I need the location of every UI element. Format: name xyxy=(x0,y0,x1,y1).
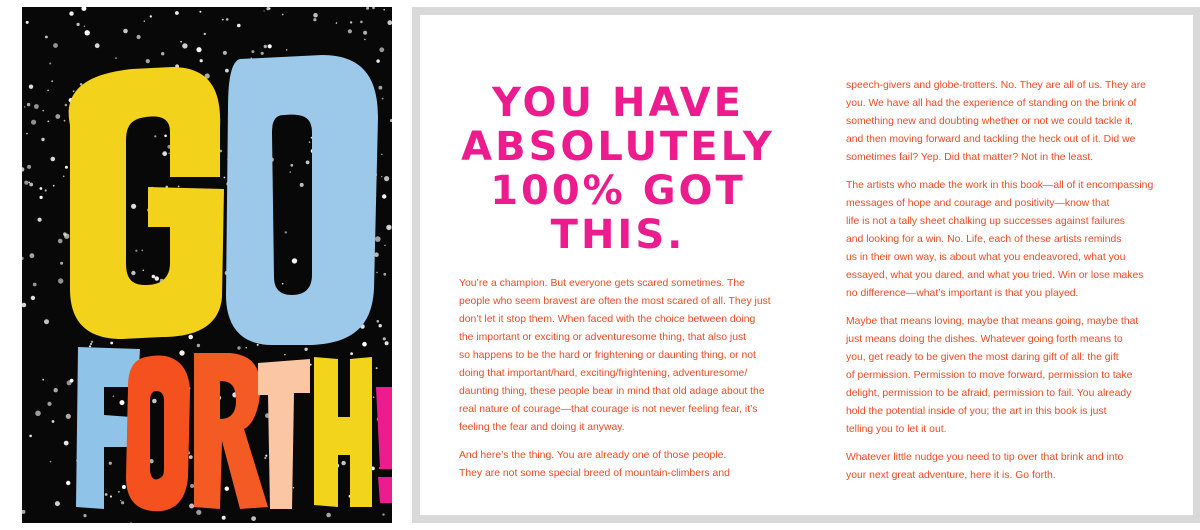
star-speckle xyxy=(29,183,33,187)
star-speckle xyxy=(379,324,382,327)
star-speckle xyxy=(143,270,145,272)
page-headline xyxy=(458,81,778,257)
star-speckle xyxy=(105,493,108,496)
star-speckle xyxy=(326,513,331,518)
star-speckle xyxy=(363,31,367,35)
star-speckle xyxy=(237,346,240,349)
star-speckle xyxy=(372,7,375,9)
star-speckle xyxy=(376,367,378,369)
star-speckle xyxy=(284,354,285,355)
star-speckle xyxy=(374,252,379,257)
star-speckle xyxy=(237,24,241,28)
body-paragraph xyxy=(846,313,1181,439)
star-speckle xyxy=(179,350,184,355)
star-speckle xyxy=(44,319,49,324)
star-speckle xyxy=(309,141,311,143)
star-speckle xyxy=(65,104,68,107)
star-speckle xyxy=(65,166,68,169)
headline-line: YOU HAVE xyxy=(492,80,744,126)
body-line: no difference—what’s important is that you played. xyxy=(846,288,1079,299)
star-speckle xyxy=(224,177,226,179)
star-speckle xyxy=(196,510,201,515)
star-speckle xyxy=(257,344,259,346)
star-speckle xyxy=(162,151,167,156)
star-speckle xyxy=(386,225,391,230)
star-speckle xyxy=(222,19,224,21)
star-speckle xyxy=(53,185,55,187)
star-speckle xyxy=(60,262,63,265)
star-speckle xyxy=(350,352,353,355)
star-speckle xyxy=(379,47,384,52)
star-speckle xyxy=(204,33,206,35)
star-speckle xyxy=(55,114,60,119)
headline-line: 100% GOT xyxy=(490,168,746,214)
star-speckle xyxy=(381,176,382,177)
body-line: delight, permission to be afraid, permission to fail. You already xyxy=(846,388,1132,399)
star-speckle xyxy=(73,90,75,92)
body-line: doing that important/hard, exciting/frightening, adventuresome/ xyxy=(459,368,748,379)
star-speckle xyxy=(31,296,35,300)
body-line: They are not some special breed of mountain-climbers and xyxy=(459,468,730,479)
star-speckle xyxy=(42,110,44,112)
star-speckle xyxy=(225,487,229,491)
star-speckle xyxy=(196,47,201,52)
star-speckle xyxy=(366,7,369,10)
star-speckle xyxy=(113,396,115,398)
star-speckle xyxy=(200,59,203,62)
star-speckle xyxy=(383,337,386,340)
star-speckle xyxy=(383,9,385,11)
star-speckle xyxy=(135,250,137,252)
star-speckle xyxy=(264,10,265,11)
star-speckle xyxy=(123,29,128,34)
star-speckle xyxy=(64,441,69,446)
body-line: the important or exciting or adventuresome thing, that also just xyxy=(459,332,747,343)
book-spread-frame xyxy=(412,7,1200,523)
star-speckle xyxy=(154,135,156,137)
star-speckle xyxy=(341,461,345,465)
body-line: and looking for a win. No. Life, each of these artists reminds xyxy=(846,234,1122,245)
star-speckle xyxy=(223,51,227,55)
star-speckle xyxy=(246,347,248,349)
cover-letter-g xyxy=(69,67,224,339)
star-speckle xyxy=(45,36,48,39)
star-speckle xyxy=(69,11,73,15)
star-speckle xyxy=(300,183,304,187)
star-speckle xyxy=(161,52,164,55)
star-speckle xyxy=(266,7,269,10)
star-speckle xyxy=(189,455,193,459)
star-speckle xyxy=(91,341,93,343)
star-speckle xyxy=(381,154,383,156)
star-speckle xyxy=(54,388,58,392)
star-speckle xyxy=(362,342,367,347)
star-speckle xyxy=(110,342,113,345)
star-speckle xyxy=(265,455,267,457)
star-speckle xyxy=(197,344,200,347)
star-speckle xyxy=(70,379,74,383)
body-line: life is not a tally sheet chalking up successes against failures xyxy=(846,216,1125,227)
star-speckle xyxy=(377,320,380,323)
star-speckle xyxy=(286,49,287,50)
star-speckle xyxy=(178,186,180,188)
body-line: And here’s the thing. You are already one of those people. xyxy=(459,450,727,461)
cover-letter-o-orange xyxy=(126,356,190,512)
star-speckle xyxy=(313,18,316,21)
star-speckle xyxy=(382,513,384,515)
star-speckle xyxy=(290,164,293,167)
star-speckle xyxy=(118,491,120,493)
star-speckle xyxy=(47,90,49,92)
body-line: so happens to be the hard or frightening or daunting thing, or not xyxy=(459,350,756,361)
cover-letter-o xyxy=(226,55,378,345)
star-speckle xyxy=(38,218,42,222)
star-speckle xyxy=(180,41,182,43)
body-line: speech-givers and globe-trotters. No. They are all of us. They are xyxy=(846,80,1146,91)
star-speckle xyxy=(47,121,49,123)
star-speckle xyxy=(26,21,29,24)
star-speckle xyxy=(120,400,125,405)
star-speckle xyxy=(261,52,264,55)
book-spread xyxy=(420,15,1193,515)
body-line: your next great adventure, here it is. Go forth. xyxy=(846,470,1056,481)
star-speckle xyxy=(376,272,377,273)
body-line: of permission. Permission to move forward, permission to take xyxy=(846,370,1133,381)
star-speckle xyxy=(137,35,141,39)
star-speckle xyxy=(384,176,389,181)
star-speckle xyxy=(77,23,80,26)
star-speckle xyxy=(110,495,112,497)
star-speckle xyxy=(89,345,91,347)
star-speckle xyxy=(53,43,58,48)
star-speckle xyxy=(34,104,39,109)
star-speckle xyxy=(31,120,36,125)
body-line: Maybe that means loving, maybe that means going, maybe that xyxy=(846,316,1139,327)
body-line: just means doing the dishes. Whatever going forth means to xyxy=(846,334,1123,345)
star-speckle xyxy=(189,504,194,509)
body-line: feeling the fear and doing it anyway. xyxy=(459,422,625,433)
star-speckle xyxy=(373,396,375,398)
star-speckle xyxy=(24,181,28,185)
star-speckle xyxy=(85,30,90,35)
cover-artwork xyxy=(22,7,392,523)
star-speckle xyxy=(390,119,392,122)
star-speckle xyxy=(188,335,193,340)
star-speckle xyxy=(66,414,71,419)
cover-illustration xyxy=(22,7,392,523)
body-line: essayed, what you dared, and what you tried. Win or lose makes xyxy=(846,270,1144,281)
star-speckle xyxy=(306,161,310,165)
star-speckle xyxy=(384,245,385,246)
star-speckle xyxy=(27,165,31,169)
star-speckle xyxy=(58,239,63,244)
star-speckle xyxy=(49,63,51,65)
star-speckle xyxy=(164,135,167,138)
star-speckle xyxy=(120,500,121,501)
star-speckle xyxy=(251,50,254,53)
star-speckle xyxy=(50,461,52,463)
right-body-column xyxy=(846,77,1181,495)
star-speckle xyxy=(28,182,30,184)
star-speckle xyxy=(364,39,365,40)
body-line: telling you to let it out. xyxy=(846,424,947,435)
cover-letter-r xyxy=(194,353,268,509)
body-paragraph xyxy=(459,275,781,437)
star-speckle xyxy=(376,59,379,62)
body-paragraph xyxy=(846,77,1181,167)
star-speckle xyxy=(360,21,363,24)
body-line: daunting thing, these people bear in mind that old adage about the xyxy=(459,386,765,397)
star-speckle xyxy=(379,86,383,90)
star-speckle xyxy=(84,26,86,28)
star-speckle xyxy=(155,276,159,280)
body-line: messages of hope and courage and positivity—know that xyxy=(846,198,1110,209)
star-speckle xyxy=(382,98,384,100)
star-speckle xyxy=(222,516,226,520)
star-speckle xyxy=(290,171,291,172)
star-speckle xyxy=(29,85,33,89)
star-speckle xyxy=(146,59,150,63)
left-body-column xyxy=(459,275,781,493)
star-speckle xyxy=(182,43,187,48)
star-speckle xyxy=(29,435,32,438)
star-speckle xyxy=(152,399,157,404)
star-speckle xyxy=(121,501,124,504)
star-speckle xyxy=(40,187,43,190)
headline-line: THIS. xyxy=(550,212,686,258)
star-speckle xyxy=(27,103,30,106)
star-speckle xyxy=(375,236,381,242)
star-speckle xyxy=(226,18,229,21)
star-speckle xyxy=(144,21,145,22)
star-speckle xyxy=(33,283,37,287)
star-speckle xyxy=(264,457,266,459)
star-speckle xyxy=(348,29,352,33)
star-speckle xyxy=(268,44,272,48)
star-speckle xyxy=(90,343,92,345)
star-speckle xyxy=(26,133,28,135)
star-speckle xyxy=(109,462,112,465)
body-line: us in their own way, is about what you endeavored, what you xyxy=(846,252,1126,263)
star-speckle xyxy=(169,153,170,154)
star-speckle xyxy=(35,411,41,417)
star-speckle xyxy=(83,514,86,517)
body-line: hold the potential inside of you; the art in this book is just xyxy=(846,406,1107,417)
star-speckle xyxy=(24,106,25,107)
star-speckle xyxy=(190,484,194,488)
body-line: don’t let it stop them. When faced with the choice between doing xyxy=(459,314,756,325)
star-speckle xyxy=(131,271,135,275)
star-speckle xyxy=(282,283,284,285)
star-speckle xyxy=(63,176,65,178)
star-speckle xyxy=(387,20,392,25)
star-speckle xyxy=(282,14,284,16)
star-speckle xyxy=(40,196,43,199)
star-speckle xyxy=(64,120,66,122)
star-speckle xyxy=(42,379,44,381)
star-speckle xyxy=(51,157,56,162)
star-speckle xyxy=(45,189,47,191)
star-speckle xyxy=(22,257,24,260)
body-paragraph xyxy=(846,177,1181,303)
headline-line: ABSOLUTELY xyxy=(461,124,775,170)
body-line: something new and doubting whether or not we could tackle it, xyxy=(846,116,1134,127)
star-speckle xyxy=(22,303,26,308)
cover-letter-exclamation xyxy=(376,387,392,503)
star-speckle xyxy=(81,7,86,11)
body-line: you. We have all had the experience of standing on the brink of xyxy=(846,98,1137,109)
star-speckle xyxy=(251,516,256,521)
star-speckle xyxy=(225,69,229,73)
body-paragraph xyxy=(846,449,1181,485)
body-paragraph xyxy=(459,447,781,483)
star-speckle xyxy=(175,11,179,15)
star-speckle xyxy=(141,250,143,252)
star-speckle xyxy=(336,22,337,23)
star-speckle xyxy=(30,253,35,258)
star-speckle xyxy=(22,167,24,171)
body-line: The artists who made the work in this book—all of it encompassing xyxy=(846,180,1154,191)
star-speckle xyxy=(313,13,318,18)
star-speckle xyxy=(199,11,201,13)
star-speckle xyxy=(382,194,386,198)
star-speckle xyxy=(122,485,126,489)
star-speckle xyxy=(152,275,156,279)
star-speckle xyxy=(51,80,53,82)
body-line: you, get ready to be given the most daring gift of all: the gift xyxy=(846,352,1119,363)
star-speckle xyxy=(63,232,66,235)
star-speckle xyxy=(47,402,51,406)
body-line: sometimes fail? Yep. Did that matter? Not in the least. xyxy=(846,152,1094,163)
cover-letter-h xyxy=(314,357,372,507)
body-line: and then moving forward and tackling the heck out of it. Did we xyxy=(846,134,1136,145)
star-speckle xyxy=(130,522,131,523)
star-speckle xyxy=(22,510,25,514)
star-speckle xyxy=(285,231,287,233)
star-speckle xyxy=(304,348,307,351)
star-speckle xyxy=(293,487,294,488)
star-speckle xyxy=(350,21,352,23)
star-speckle xyxy=(385,341,389,345)
star-speckle xyxy=(41,138,44,141)
body-line: real nature of courage—that courage is not never feeling fear, it’s xyxy=(459,404,758,415)
star-speckle xyxy=(115,57,116,58)
cover-letter-t xyxy=(258,359,310,509)
star-speckle xyxy=(150,15,152,17)
star-speckle xyxy=(264,45,267,48)
star-speckle xyxy=(55,501,60,506)
star-speckle xyxy=(58,278,63,283)
star-speckle xyxy=(52,420,55,423)
star-speckle xyxy=(383,273,386,276)
body-line: people who seem bravest are often the most scared of all. They just xyxy=(459,296,771,307)
star-speckle xyxy=(292,258,297,263)
body-line: You’re a champion. But everyone gets scared sometimes. The xyxy=(459,278,745,289)
star-speckle xyxy=(131,204,136,209)
star-speckle xyxy=(95,43,100,48)
body-line: Whatever little nudge you need to tip over that brink and into xyxy=(846,452,1124,463)
star-speckle xyxy=(66,481,70,485)
